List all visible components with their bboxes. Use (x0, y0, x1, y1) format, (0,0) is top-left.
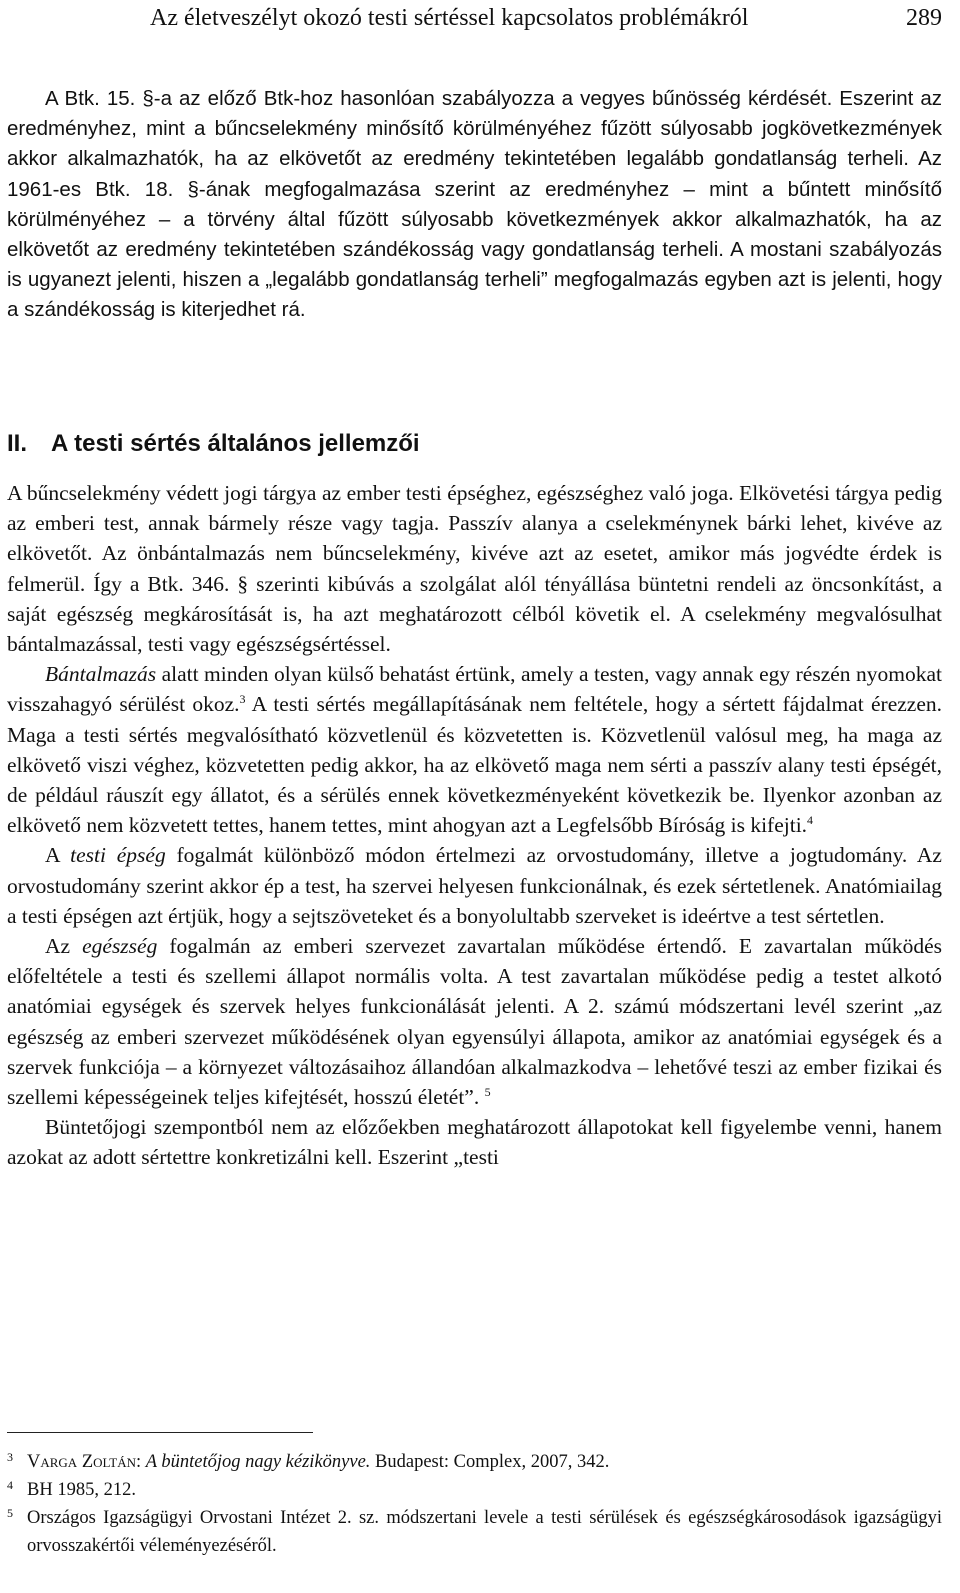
footnote-text: BH 1985, 212. (27, 1480, 136, 1500)
paragraph-battery-text-a: alatt minden olyan külső behatást értünk, amely a testen, vagy annak egy részén nyomokat visszahagyó sérülést okoz. (7, 662, 942, 717)
paragraph-legal-object: A bűncselekmény védett jogi tárgya az ember testi épséghez, egészséghez való joga. Elkövetési tárgya pedig az emberi test, annak bármely része vagy tagja. Passzív alanya a cselekménynek bárki lehet, kivéve az elkövetőt. Az önbántalmazás nem bűncselekmény, kivéve azt az esetet, amikor más jogvédte érdek is felmerül. Így a Btk. 346. § szerinti kibúvás a szolgálat alól tényállása büntetni rendeli az öncsonkítást, a saját egészség megkárosítását is, ha azt meghatározott célból követik el. A cselekmény megvalósulhat bántalmazással, testi vagy egészségsértéssel. (7, 481, 942, 657)
paragraph-criminal-law: Büntetőjogi szempontból nem az előzőekben meghatározott állapotokat kell figyelembe venni, hanem azokat az adott sértettre konkretizálni kell. Eszerint „testi (7, 1115, 942, 1170)
footnote-text: Országos Igazságügyi Orvostani Intézet 2. sz. módszertani levele a testi sérülések és egészségkárosodások igazságügyi orvosszakértői véleményezéséről. (27, 1508, 942, 1556)
intro-paragraph: A Btk. 15. §-a az előző Btk-hoz hasonlóan szabályozza a vegyes bűnösség kérdését. Eszerint az eredményhez, mint a bűncselekmény minősítő körülményéhez fűzött súlyosabb jogkövetkezmények akkor alkalmazhatók, ha az elkövetőt az eredmény tekintetében legalább gondatlanság terheli. Az 1961-es Btk. 18. §-ának megfogalmazása szerint az eredményhez – mint a bűntett minősítő körülményéhez – a törvény által fűzött súlyosabb következmények akkor alkalmazhatók, ha az elkövetőt az eredmény tekintetében szándékosság vagy gondatlanság terheli. A mostani szabályozás is ugyanezt jelenti, hiszen a „legalább gondatlanság terheli” megfogalmazás egyben azt is jelenti, hogy a szándékosság is kiterjedhet rá. (7, 87, 942, 322)
footnote-ref-4[interactable]: 4 (807, 813, 814, 828)
term-health: egészség (82, 934, 158, 959)
section-body (7, 478, 942, 1173)
paragraph-integrity (7, 840, 942, 931)
footnote-book-title: A büntetőjog nagy kézikönyve. (145, 1452, 371, 1472)
footnote-number: 3 (7, 1450, 13, 1464)
section-heading (7, 428, 942, 460)
footnote-number: 4 (7, 1478, 13, 1492)
paragraph-battery-text-b: A testi sértés megállapításának nem feltétele, hogy a sértett fájdalmat érezzen. Maga a testi sértés megvalósítható közvetlenül és közvetetten is. Közvetlenül valósul meg, ha maga az elkövető viszi véghez, közvetetten pedig akkor, ha az elkövető maga nem sérti a passzív alany testi épségét, de például ráuszít egy állatot, és a sérülés ennek következményeként következik be. Ilyenkor azonban az elkövető nem közvetett tettes, hanem tettes, mint ahogyan azt a Legfelsőbb Bíróság is kifejti. (7, 692, 942, 838)
section-number: II. (7, 430, 28, 457)
paragraph-battery (7, 659, 942, 840)
footnote-divider (7, 1432, 313, 1433)
footnote-number: 5 (7, 1506, 13, 1520)
footnote-ref-5[interactable]: 5 (484, 1085, 491, 1100)
section-title: A testi sértés általános jellemzői (51, 430, 420, 457)
term-battery: Bántalmazás (45, 662, 157, 687)
header-title: Az életveszélyt okozó testi sértéssel kapcsolatos problémákról (150, 4, 749, 31)
page-number: 289 (906, 4, 942, 31)
term-bodily-integrity: testi épség (70, 843, 166, 868)
paragraph-integrity-lead: A (45, 843, 71, 868)
paragraph-health-text: fogalmán az emberi szervezet zavartalan működése értendő. E zavartalan működés előfeltétele a testi és szellemi állapot normális volta. A test zavartalan működése pedig a testet alkotó anatómiai egységek és szervek helyes funkcionálását jelenti. A 2. számú módszertani levél szerint „az egészség az emberi szervezet működésének olyan egyensúlyi állapota, amikor az anatómiai egységek és a szervek funkciója – a környezet változásaihoz állandóan alkalmazkodva – lehetővé teszi az ember fizikai és szellemi képességeinek teljes kifejtését, hosszú életét”. (7, 934, 943, 1110)
intro-section (7, 84, 942, 326)
running-header (150, 0, 942, 36)
footnote-5 (7, 1504, 942, 1560)
paragraph-health (7, 931, 942, 1112)
footnote-3 (7, 1448, 942, 1476)
footnote-author: Varga Zoltán: (27, 1452, 142, 1472)
footnote-ref-3[interactable]: 3 (239, 692, 246, 707)
footnote-publication: Budapest: Complex, 2007, 342. (370, 1452, 610, 1472)
paragraph-health-lead: Az (45, 934, 83, 959)
footnote-4 (7, 1476, 942, 1504)
paragraph-integrity-text: fogalmát különböző módon értelmezi az orvostudomány, illetve a jogtudomány. Az orvostudomány szerint akkor ép a test, ha szervei helyesen funkcionálnak, és ezek sértetlenek. Anatómiailag a testi épségen azt értjük, hogy a sejtszöveteket és a bonyolultabb szerveket is ideértve a test sértetlen. (7, 843, 942, 928)
footnotes (7, 1448, 942, 1560)
